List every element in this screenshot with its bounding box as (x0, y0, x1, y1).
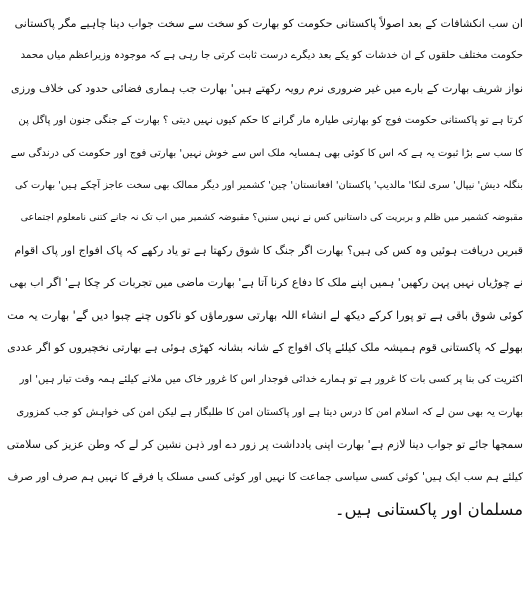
text-line: قبریں دریافت ہوئیں وہ کس کی ہیں؟ بھارت اگر جنگ کا شوق رکھتا ہے تو یاد رکھے کہ پاک افواج اور پاک اقوام (14, 243, 523, 257)
text-line: سمجھا جائے تو جواب دینا لازم ہے' بھارت اپنی یادداشت پر زور دے اور ذہن نشین کر لے کہ وطن عزیز کی سلامتی (6, 438, 523, 452)
text-line: بنگلہ دیش' نیپال' سری لنکا' مالدیپ' پاکستان' افغانستان' چین' کشمیر اور دیگر ممالک بھی سخت عاجز آچکے ہیں' بھارت کی (15, 179, 523, 191)
text-line: اکثریت کی بنا پر کسی بات کا غرور ہے تو ہمارے خدائی فوجدار اس کا غرور خاک میں ملانے کیلئے ہمہ وقت تیار ہیں' اور (19, 374, 523, 386)
text-line: حکومت مختلف حلقوں کے ان خدشات کو یکے بعد دیگرے درست ثابت کرتی جا رہی ہے کہ موجودہ وزیراعظم میاں محمد (20, 50, 523, 62)
text-line: مسلمان اور پاکستانی ہیں۔ (334, 499, 523, 519)
text-line: بھارت یہ بھی سن لے کہ اسلام امن کا درس دیتا ہے اور پاکستان امن کا طلبگار ہے لیکن امن کی خواہش کو جب کمزوری (16, 406, 523, 418)
text-line: نے چوڑیاں نہیں پہن رکھیں' ہمیں اپنے ملک کا دفاع کرنا آتا ہے' بھارت ماضی میں تجربات کر چکا ہے' اگر اب بھی (9, 276, 523, 290)
text-line: کوئی شوق باقی ہے تو پورا کرکے دیکھ لے انشاء اللہ بھارتی سورماؤں کو ناکوں چنے چبوا دیں گے' بھارت یہ مت (7, 308, 523, 322)
text-line: کا سب سے بڑا ثبوت یہ ہے کہ اس کا کوئی بھی ہمسایہ ملک اس سے خوش نہیں' بھارتی فوج اور حکومت کی درندگی سے (10, 147, 523, 159)
text-line: ان سب انکشافات کے بعد اصولاً پاکستانی حکومت کو بھارت کو سخت سے سخت جواب دینا چاہیے مگر پاکستانی (14, 17, 523, 30)
article-paragraph (6, 8, 523, 526)
text-line: کرتا ہے تو پاکستانی حکومت فوج کو بھارتی طیارہ مار گرانے کا حکم کیوں نہیں دیتی ؟ بھارت کے جنگی جنون اور پاگل پن (18, 115, 523, 127)
text-line: نواز شریف بھارت کے بارے میں غیر ضروری نرم رویہ رکھتے ہیں' بھارت جب ہماری فضائی حدود کی خلاف ورزی (11, 81, 523, 95)
text-line: مقبوضہ کشمیر میں ظلم و بربریت کی داستانیں کس نے نہیں سنیں؟ مقبوضہ کشمیر میں اب تک نہ جانے کتنی نامعلوم اجتماعی (20, 212, 523, 224)
text-line: کیلئے ہم سب ایک ہیں' کوئی کسی سیاسی جماعت کا نہیں اور کوئی کسی مسلک یا فرقے کا نہیں ہم صرف اور صرف (7, 471, 523, 484)
text-line: بھولے کہ پاکستانی قوم ہمیشہ ملک کیلئے پاک افواج کے شانہ بشانہ کھڑی ہوئی ہے بھارتی نخچیروں کو اگر عددی (7, 340, 523, 354)
